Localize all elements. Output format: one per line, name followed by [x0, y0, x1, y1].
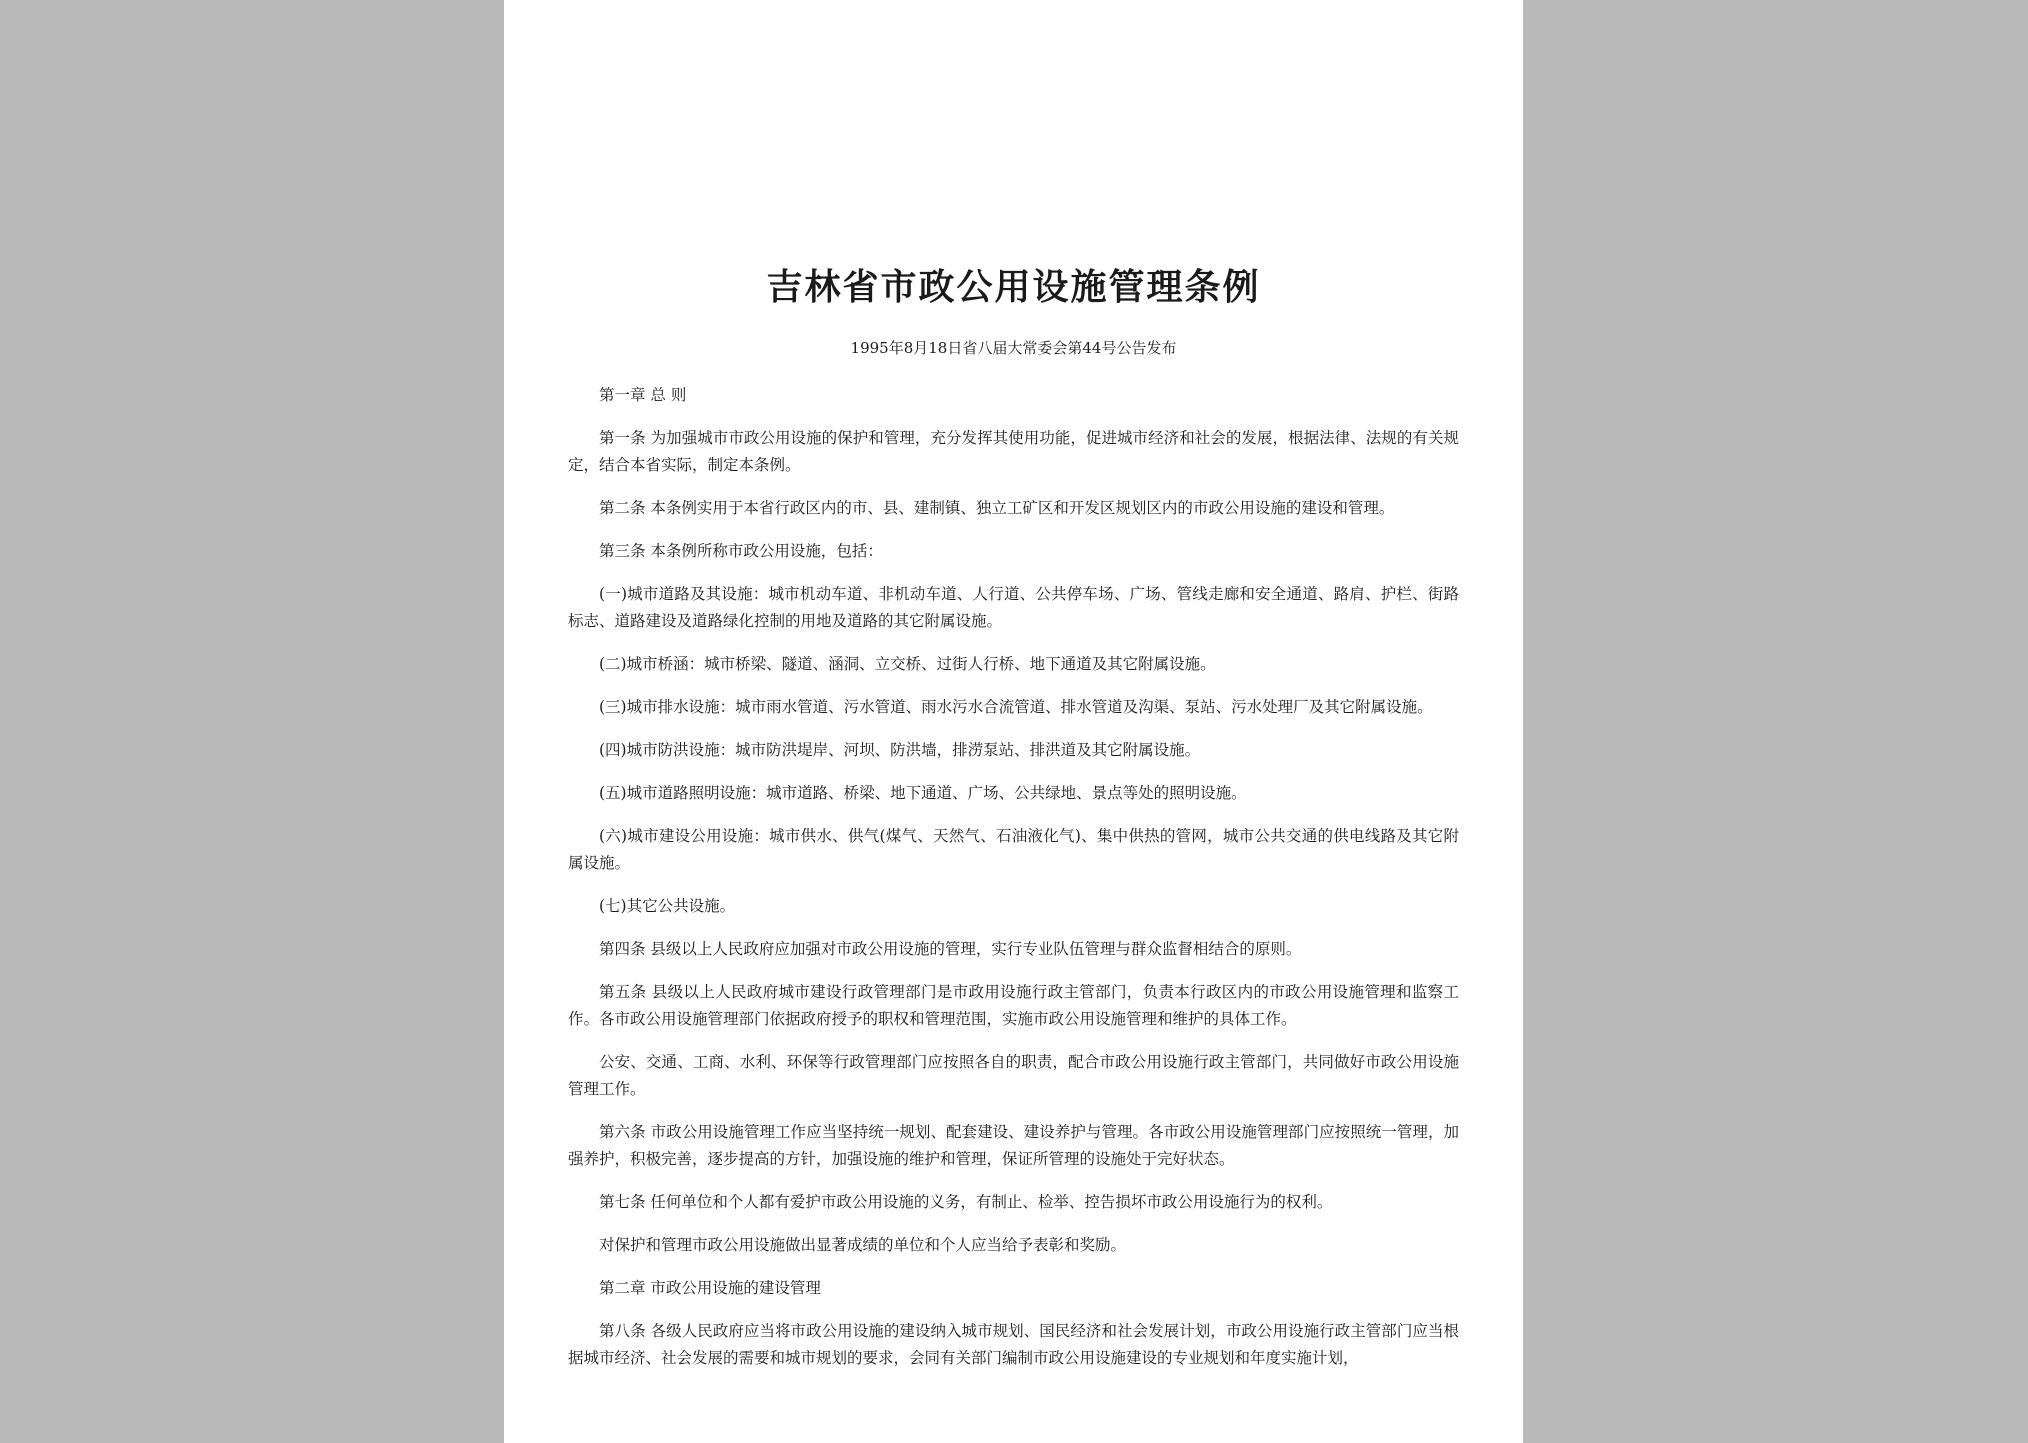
list-item-paragraph: (一)城市道路及其设施：城市机动车道、非机动车道、人行道、公共停车场、广场、管线走廊和安全通道、路肩、护栏、街路标志、道路建设及道路绿化控制的用地及道路的其它附属设施。: [568, 585, 1459, 630]
chapter-heading: 第一章 总 则: [599, 386, 687, 404]
article-paragraph: 第四条 县级以上人民政府应加强对市政公用设施的管理，实行专业队伍管理与群众监督相结合的原则。: [599, 940, 1302, 958]
document-page: [504, 0, 1523, 1443]
list-item-paragraph: (三)城市排水设施：城市雨水管道、污水管道、雨水污水合流管道、排水管道及沟渠、泵站、污水处理厂及其它附属设施。: [599, 698, 1433, 716]
list-item-paragraph: (二)城市桥涵：城市桥梁、隧道、涵洞、立交桥、过街人行桥、地下通道及其它附属设施。: [599, 655, 1216, 673]
article-paragraph: 第八条 各级人民政府应当将市政公用设施的建设纳入城市规划、国民经济和社会发展计划，市政公用设施行政主管部门应当根据城市经济、社会发展的需要和城市规划的要求，会同有关部门编制市政公用设施建设的专业规划和年度实施计划，: [568, 1322, 1459, 1367]
document-title: 吉林省市政公用设施管理条例: [766, 266, 1261, 308]
article-paragraph: 对保护和管理市政公用设施做出显著成绩的单位和个人应当给予表彰和奖励。: [599, 1236, 1127, 1254]
document-subtitle: 1995年8月18日省八届大常委会第44号公告发布: [850, 339, 1177, 357]
article-paragraph: 第七条 任何单位和个人都有爱护市政公用设施的义务，有制止、检举、控告损坏市政公用设施行为的权利。: [599, 1193, 1333, 1211]
list-item-paragraph: (五)城市道路照明设施：城市道路、桥梁、地下通道、广场、公共绿地、景点等处的照明设施。: [599, 784, 1247, 802]
list-item-paragraph: (四)城市防洪设施：城市防洪堤岸、河坝、防洪墙，排涝泵站、排洪道及其它附属设施。: [599, 741, 1201, 759]
article-paragraph: 第二条 本条例实用于本省行政区内的市、县、建制镇、独立工矿区和开发区规划区内的市政公用设施的建设和管理。: [599, 499, 1395, 517]
article-paragraph: 公安、交通、工商、水利、环保等行政管理部门应按照各自的职责，配合市政公用设施行政主管部门，共同做好市政公用设施管理工作。: [568, 1053, 1459, 1098]
article-paragraph: 第五条 县级以上人民政府城市建设行政管理部门是市政用设施行政主管部门，负责本行政区内的市政公用设施管理和监察工作。各市政公用设施管理部门依据政府授予的职权和管理范围，实施市政公用设施管理和维护的具体工作。: [568, 983, 1459, 1028]
article-paragraph: 第三条 本条例所称市政公用设施，包括：: [599, 542, 883, 560]
list-item-paragraph: (六)城市建设公用设施：城市供水、供气(煤气、天然气、石油液化气)、集中供热的管网，城市公共交通的供电线路及其它附属设施。: [568, 827, 1459, 872]
list-item-paragraph: (七)其它公共设施。: [599, 897, 736, 915]
article-paragraph: 第六条 市政公用设施管理工作应当坚持统一规划、配套建设、建设养护与管理。各市政公用设施管理部门应按照统一管理，加强养护，积极完善，逐步提高的方针，加强设施的维护和管理，保证所管理的设施处于完好状态。: [568, 1123, 1459, 1168]
article-paragraph: 第一条 为加强城市市政公用设施的保护和管理，充分发挥其使用功能，促进城市经济和社会的发展，根据法律、法规的有关规定，结合本省实际，制定本条例。: [568, 429, 1459, 474]
document-body: [568, 382, 1459, 1372]
chapter-heading: 第二章 市政公用设施的建设管理: [599, 1279, 821, 1297]
